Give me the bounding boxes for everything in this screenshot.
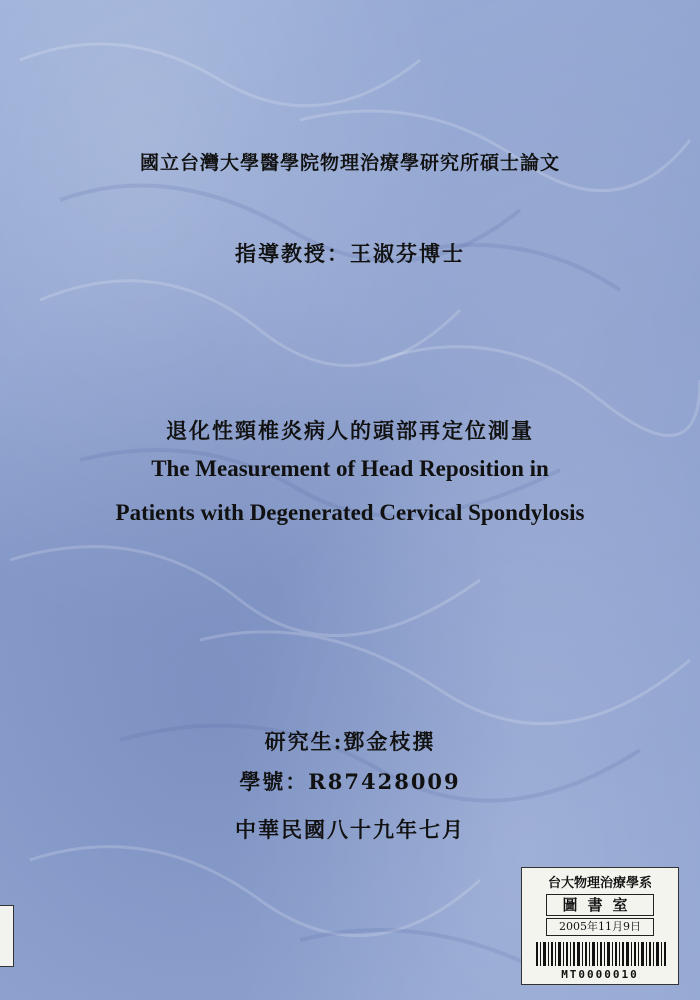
library-stamp bbox=[521, 867, 679, 985]
stamp-date: 2005年11月9日 bbox=[546, 918, 654, 936]
date-line: 中華民國八十九年七月 bbox=[235, 817, 465, 842]
student-line: 研究生:鄧金枝撰 bbox=[264, 729, 436, 754]
stamp-department: 台大物理治療學系 bbox=[547, 876, 652, 891]
thesis-title-english-line1: The Measurement of Head Reposition in bbox=[151, 456, 549, 481]
advisor-line: 指導教授：王淑芬博士 bbox=[235, 241, 465, 266]
stamp-room: 圖書室 bbox=[546, 894, 654, 916]
institution-line: 國立台灣大學醫學院物理治療學研究所碩士論文 bbox=[139, 152, 560, 174]
thesis-title-chinese: 退化性頸椎炎病人的頭部再定位測量 bbox=[166, 418, 534, 443]
spine-label-tab bbox=[0, 905, 14, 967]
thesis-title-english-line2: Patients with Degenerated Cervical Spondylosis bbox=[115, 500, 585, 525]
barcode-icon bbox=[536, 942, 666, 966]
student-id-line: 學號：R87428009 bbox=[239, 769, 461, 794]
barcode-number: MT0000010 bbox=[561, 968, 639, 981]
